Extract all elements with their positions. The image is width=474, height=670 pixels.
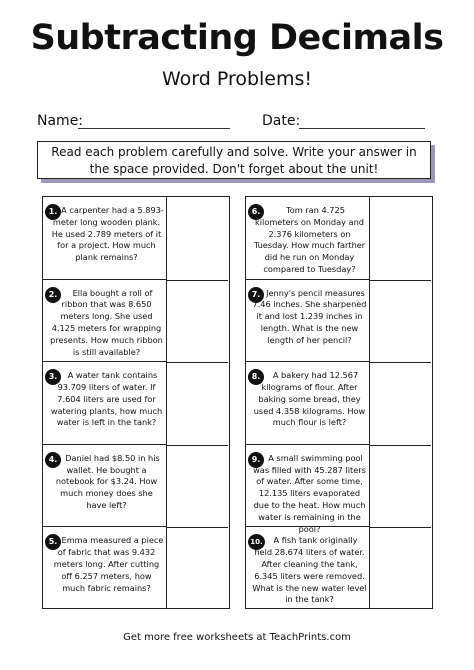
problem-4 bbox=[43, 445, 166, 528]
answer-divider bbox=[167, 362, 228, 363]
problem-text: Tom ran 4.725 kilometers on Monday and 2.376 kilometers on Tuesday. How much farther did he run on Monday compared to Tuesday? bbox=[253, 205, 366, 274]
problems-grid-right bbox=[245, 196, 433, 609]
answer-divider bbox=[370, 445, 431, 446]
problem-text: A bakery had 12.567 kilograms of flour. After baking some bread, they used 4.358 kilograms. How much flour is left? bbox=[253, 370, 366, 428]
problem-text: A water tank contains 93.709 liters of water. If 7.604 liters are used for watering plants, how much water is left in the tank? bbox=[50, 370, 163, 428]
problem-8 bbox=[246, 362, 369, 445]
problem-3 bbox=[43, 362, 166, 445]
answer-column-left[interactable] bbox=[167, 197, 228, 607]
footer-text: Get more free worksheets at TeachPrints.com bbox=[123, 632, 351, 643]
problem-text: A small swimming pool was filled with 45.287 liters of water. After some time, 12.135 liters evaporated due to the heat. How much water is remaining in the pool? bbox=[253, 452, 366, 534]
problem-7 bbox=[246, 280, 369, 363]
date-line[interactable] bbox=[299, 128, 425, 129]
problem-6 bbox=[246, 197, 369, 280]
instructions-box: Read each problem carefully and solve. Write your answer in the space provided. Don't forget about the unit! bbox=[37, 141, 431, 179]
problem-number-badge: 10. bbox=[248, 534, 265, 550]
answer-divider bbox=[370, 280, 431, 281]
problem-9 bbox=[246, 445, 369, 534]
page-title: Subtracting Decimals bbox=[30, 18, 444, 58]
answer-column-right[interactable] bbox=[370, 197, 431, 607]
date-label: Date: bbox=[262, 113, 301, 129]
problem-1 bbox=[43, 197, 166, 280]
name-field[interactable] bbox=[37, 113, 83, 129]
problems-grid-left bbox=[42, 196, 230, 609]
date-field[interactable] bbox=[262, 113, 300, 129]
problem-text: Ella bought a roll of ribbon that was 8.650 meters long. She used 4.125 meters for wrapping presents. How much ribbon is still available? bbox=[50, 287, 163, 357]
problem-text: Daniel had $8.50 in his wallet. He bought a notebook for $3.24. How much money does she have left? bbox=[55, 452, 160, 510]
problem-number-badge: 5. bbox=[45, 534, 61, 550]
problem-number-badge: 9. bbox=[248, 452, 264, 468]
problem-5 bbox=[43, 527, 166, 610]
problem-10 bbox=[246, 527, 369, 610]
problem-number-badge: 8. bbox=[248, 369, 264, 385]
problem-text: Jenny's pencil measures 7.46 inches. She sharpened it and lost 1.239 inches in length. What is the new length of her pencil? bbox=[252, 287, 367, 345]
answer-divider bbox=[167, 280, 228, 281]
problem-number-badge: 4. bbox=[45, 452, 61, 468]
name-label: Name: bbox=[37, 113, 84, 129]
problem-text: A fish tank originally held 28.674 liters of water. After cleaning the tank, 6.345 liters were removed. What is the new water level in the tank? bbox=[252, 535, 367, 605]
answer-divider bbox=[167, 445, 228, 446]
problem-number-badge: 7. bbox=[248, 287, 264, 303]
answer-divider bbox=[167, 527, 228, 528]
answer-divider bbox=[370, 362, 431, 363]
problem-text: A carpenter had a 5.893-meter long wooden plank. He used 2.789 meters of it for a project. How much plank remains? bbox=[51, 205, 164, 263]
problem-number-badge: 2. bbox=[45, 287, 61, 303]
problem-number-badge: 6. bbox=[248, 204, 264, 220]
page-subtitle: Word Problems! bbox=[161, 68, 313, 90]
problem-number-badge: 1. bbox=[45, 204, 61, 220]
problem-2 bbox=[43, 280, 166, 363]
problem-text: Emma measured a piece of fabric that was 9.432 meters long. After cutting off 6.257 meters, how much fabric remains? bbox=[53, 535, 164, 593]
name-line[interactable] bbox=[78, 128, 230, 129]
problem-number-badge: 3. bbox=[45, 369, 61, 385]
answer-divider bbox=[370, 527, 431, 528]
